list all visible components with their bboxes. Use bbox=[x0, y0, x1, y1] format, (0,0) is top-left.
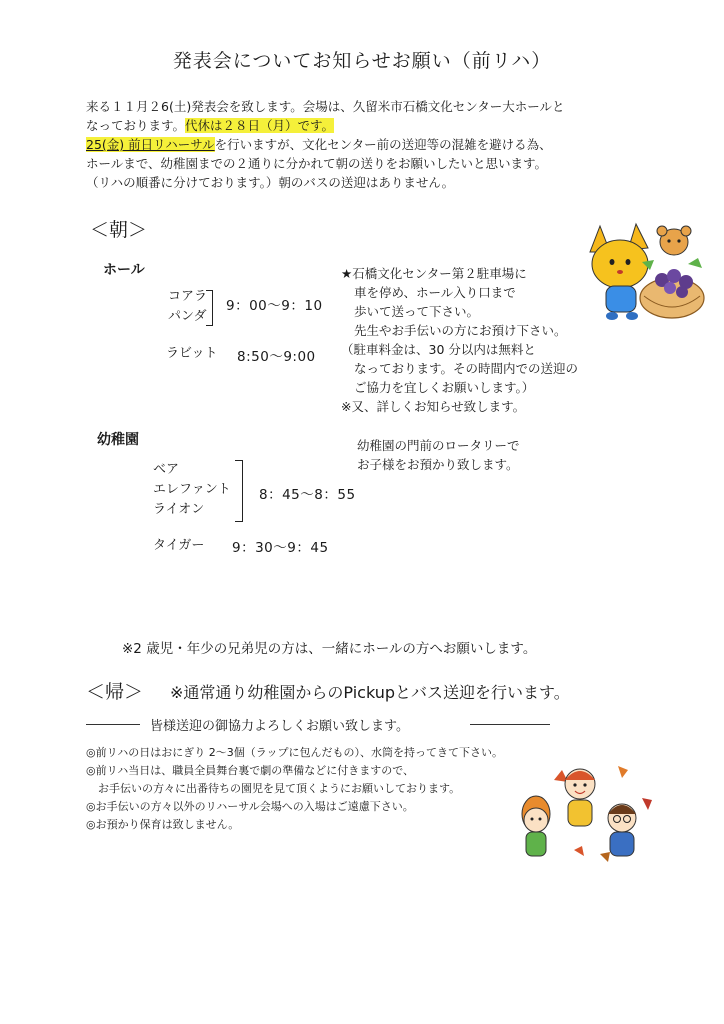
intro-line-2-a: なっております。 bbox=[86, 118, 186, 133]
hall-note-6: なっております。その時間内での送迎の bbox=[354, 361, 579, 376]
sibling-note: ※2 歳児・年少の兄弟児の方は、一緒にホールの方へお願いします。 bbox=[122, 641, 537, 657]
hall-note-3: 歩いて送って下さい。 bbox=[354, 304, 480, 319]
kindergarten-note-1: 幼稚園の門前のロータリーで bbox=[357, 438, 520, 453]
intro-line-1: 来る１１月２6(土)発表会を致します。会場は、久留米市石橋文化センター大ホールと bbox=[86, 99, 565, 114]
hall-group1-name-1: コアラ bbox=[168, 289, 208, 304]
hall-group1-name-2: パンダ bbox=[168, 309, 207, 324]
bullet-2-cont: お手伝いの方々に出番待ちの園児を見て頂くようにお願いしております。 bbox=[98, 782, 461, 795]
closing-rule-left bbox=[86, 724, 140, 725]
return-heading: ＜帰＞ bbox=[86, 681, 144, 703]
rehearsal-highlight: 25(金) 前日リハーサル bbox=[86, 137, 215, 152]
rabbit-time: 8:50～9:00 bbox=[237, 349, 316, 365]
closing-rule-right bbox=[470, 724, 550, 725]
hall-note-2: 車を停め、ホール入り口まで bbox=[354, 285, 516, 300]
kindergarten-group-name-2: エレファント bbox=[153, 482, 231, 497]
tiger-label: タイガー bbox=[153, 538, 205, 553]
rabbit-label: ラビット bbox=[166, 346, 218, 361]
bullet-3: ◎お手伝いの方々以外のリハーサル会場への入場はご遠慮下さい。 bbox=[86, 800, 414, 813]
closing-text: 皆様送迎の御協力よろしくお願い致します。 bbox=[150, 719, 409, 734]
hall-label: ホール bbox=[103, 262, 145, 278]
hall-note-4: 先生やお手伝いの方にお預け下さい。 bbox=[354, 323, 567, 338]
intro-line-3 bbox=[86, 135, 552, 154]
hall-note-7: ご協力を宜しくお願いします。） bbox=[354, 380, 535, 395]
children-autumn-illustration bbox=[514, 758, 664, 868]
hall-note-5: （駐車料金は、30 分以内は無料と bbox=[341, 342, 536, 357]
page-title: 発表会についてお知らせお願い（前リハ） bbox=[172, 50, 552, 72]
kindergarten-group-bracket bbox=[235, 460, 243, 522]
bullet-1: ◎前リハの日はおにぎり 2～3個（ラップに包んだもの）、水筒を持ってきて下さい。 bbox=[86, 746, 504, 759]
hall-group1-bracket bbox=[206, 290, 213, 326]
tiger-time: 9：30～9：45 bbox=[232, 540, 329, 556]
fox-mascot-illustration bbox=[588, 218, 714, 330]
holiday-highlight: 代休は２８日（月）です。 bbox=[185, 118, 335, 133]
hall-note-1: ★石橋文化センター第２駐車場に bbox=[341, 266, 527, 281]
hall-note-8: ※又、詳しくお知らせ致します。 bbox=[341, 399, 526, 414]
intro-line-4: ホールまで、幼稚園までの２通りに分かれて朝の送りをお願いしたいと思います。 bbox=[86, 156, 548, 171]
bullet-2: ◎前リハ当日は、職員全員舞台裏で劇の準備などに付きますので、 bbox=[86, 764, 415, 777]
hall-group1-time: 9：00～9：10 bbox=[226, 298, 323, 314]
bullet-4: ◎お預かり保育は致しません。 bbox=[86, 818, 240, 831]
kindergarten-group-time: 8：45～8：55 bbox=[259, 487, 356, 503]
intro-line-2 bbox=[86, 116, 334, 135]
kindergarten-note-2: お子様をお預かり致します。 bbox=[357, 457, 519, 472]
return-text: ※通常通り幼稚園からのPickupとバス送迎を行います。 bbox=[170, 683, 570, 702]
intro-line-3-b: を行いますが、文化センター前の送迎等の混雑を避ける為、 bbox=[214, 137, 552, 152]
morning-heading: ＜朝＞ bbox=[90, 219, 148, 241]
kindergarten-group-name-3: ライオン bbox=[153, 502, 205, 517]
kindergarten-label: 幼稚園 bbox=[97, 432, 139, 448]
intro-line-5: （リハの順番に分けております。）朝のバスの送迎はありません。 bbox=[86, 175, 455, 190]
kindergarten-group-name-1: ベア bbox=[153, 462, 180, 477]
